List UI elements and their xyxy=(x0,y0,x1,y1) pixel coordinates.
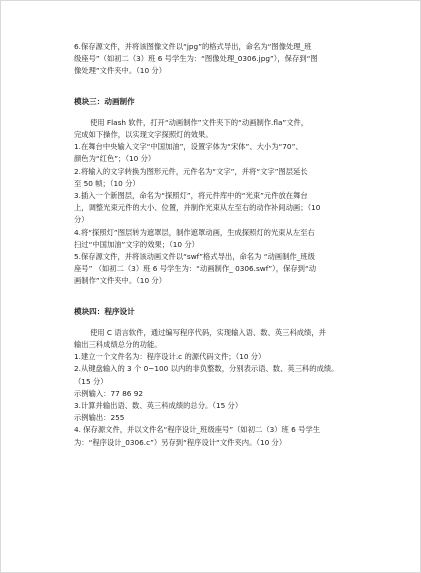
task-line: 6.保存源文件，并将该图像文件以“jpg”的格式导出，命名为“图像处理_班 xyxy=(74,42,312,51)
task-line: 3.计算并输出语、数、英三科成绩的总分。（15 分） xyxy=(74,401,243,411)
example-output: 示例输出：255 xyxy=(74,413,125,423)
task-line: 4.将“探照灯”图层转为遮罩层，制作遮罩动画，生成探照灯的光束从左至右 xyxy=(74,227,315,237)
task-line: 4. 保存源文件，并以文件名“程序设计_班级座号”（如初二（3）班 6 号学生 xyxy=(74,425,321,435)
task-line: 5.保存源文件，并将该动画文件以“swf”格式导出，命名为 “动画制作_班级 xyxy=(74,252,315,262)
task-line: 扫过“中国加油”文字的效果；（10 分） xyxy=(74,239,199,249)
task-line: 2.从键盘输入的 3 个 0~100 以内的非负整数，分别表示语、数、英三科的成绩。 xyxy=(74,364,339,374)
task-line: 座号” （如初二（3）班 6 号学生为：“动画制作_ 0306.swf”），保存到“动 xyxy=(74,264,317,274)
example-input: 示例输入：77 86 92 xyxy=(74,388,143,398)
task-line: 1.建立一个文件名为：程序设计.c 的源代码文件；（10 分） xyxy=(74,352,266,362)
module3-intro-line: 使用 Flash 软件，打开“动画制作”文件夹下的“动画制作.fla”文件， xyxy=(90,117,309,127)
task-line: 为：“程序设计_0306.c”）另存到“程序设计“文件夹内。（10 分） xyxy=(74,437,287,447)
module4-heading: 模块四：程序设计 xyxy=(74,306,135,316)
task-line: 3.插入一个新图层，命名为“探照灯”，将元件库中的“光束”元件放在舞台 xyxy=(74,191,308,201)
document-content xyxy=(74,41,374,449)
module4-intro-line: 使用 C 语言软件，通过编写程序代码，实现输入语、数、英三科成绩，并 xyxy=(90,327,326,337)
module3-intro-line: 完成如下操作，以实现文字探照灯的效果。 xyxy=(74,130,213,140)
task-line: 级座号”（如初二（3）班 6 号学生为：“图像处理_0306.jpg”），保存到“图 xyxy=(74,54,318,64)
task-line: 颜色为“红色”；（10 分） xyxy=(74,154,156,164)
task-line: 至 50 帧；（10 分） xyxy=(74,178,140,188)
task-line: 2.将输入的文字转换为图形元件，元件名为“文字”，并将“文字”图层延长 xyxy=(74,166,308,176)
task-line: 上，调整光束元件的大小、位置，并制作光束从左至右的动作补间动画；（10 xyxy=(74,203,321,213)
task-line: （15 分） xyxy=(74,376,108,386)
module4-intro-line: 输出三科成绩总分的功能。 xyxy=(74,340,162,350)
module3-heading: 模块三：动画制作 xyxy=(74,96,135,106)
task-line: 画制作”文件夹中。（10 分） xyxy=(74,276,166,286)
task-line: 分） xyxy=(74,215,89,225)
task-line: 像处理”文件夹中。（10 分） xyxy=(74,66,166,76)
task-line: 1.在舞台中央输入文字“中国加油”，设置字体为“宋体”、大小为“70”、 xyxy=(74,142,303,152)
